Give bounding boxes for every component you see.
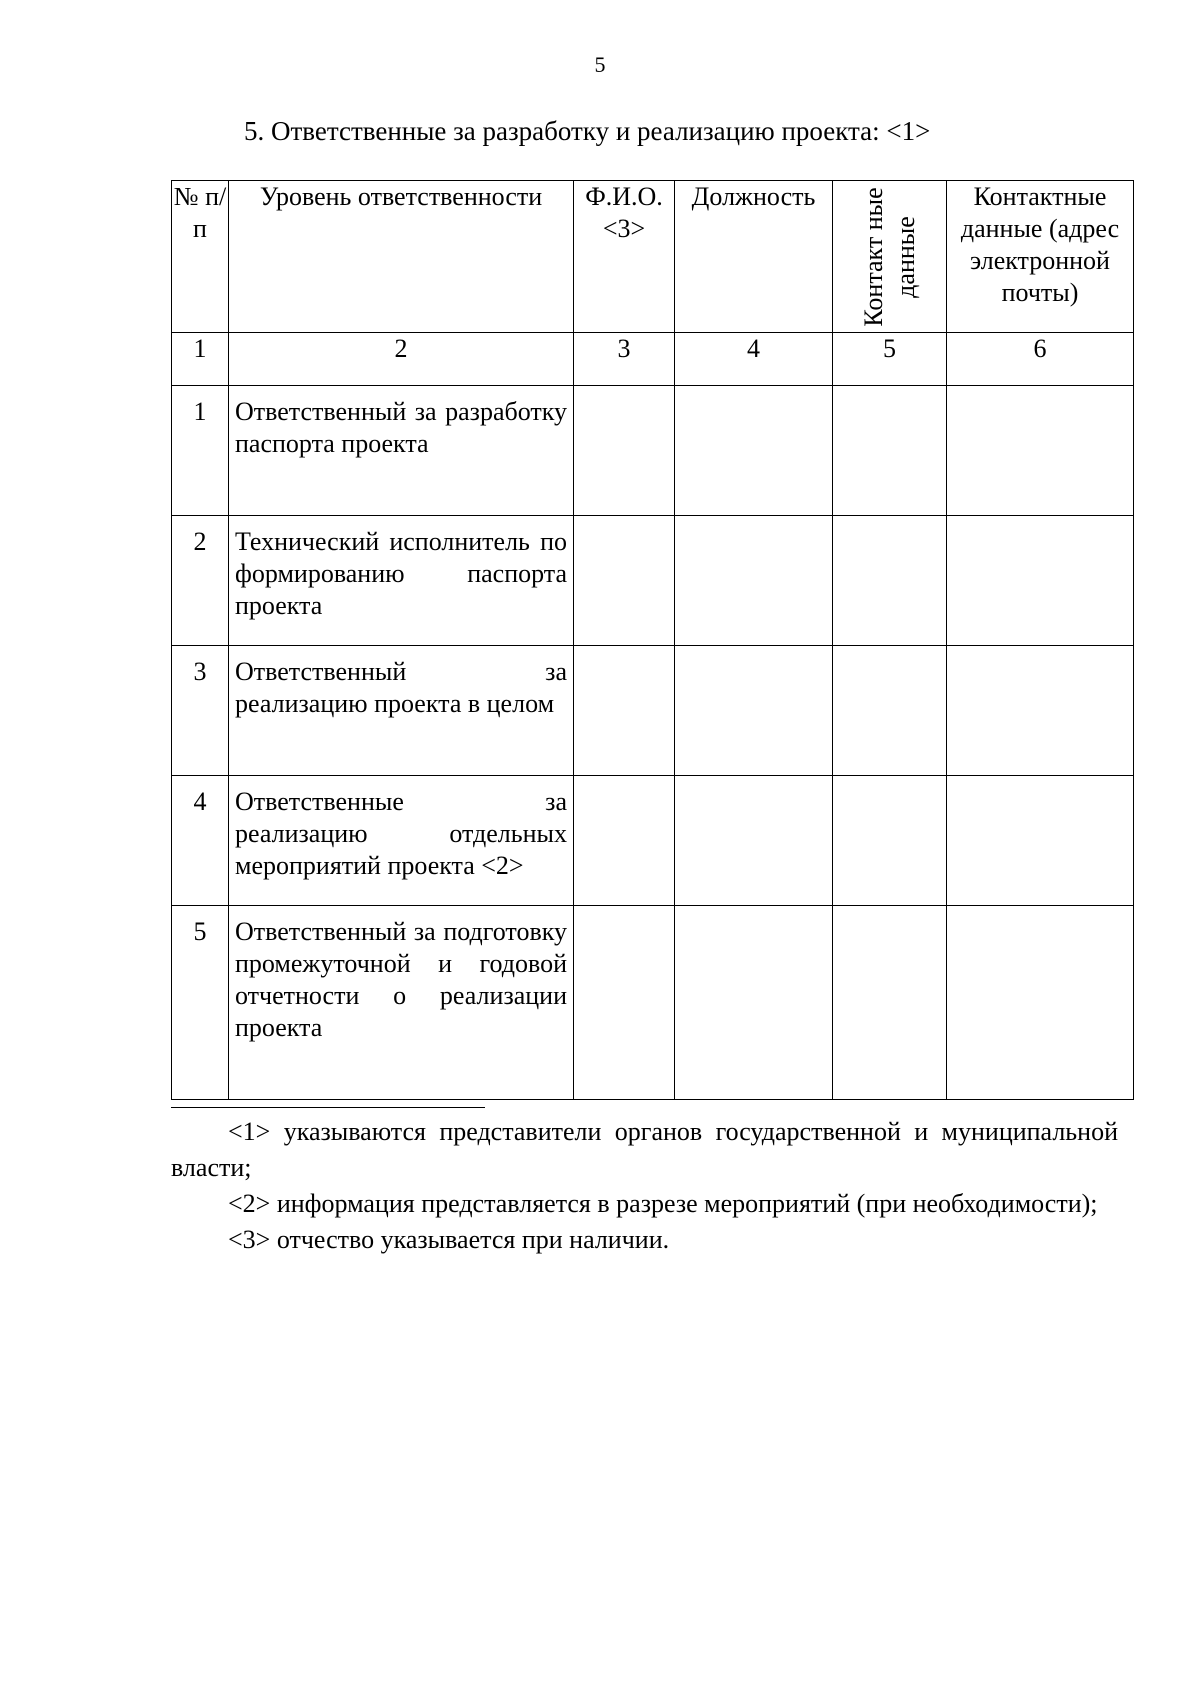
section-heading: 5. Ответственные за разработку и реализацию проекта: <1>	[244, 116, 931, 146]
row-level: Ответственный за подготовку промежуточной и годовой отчетности о реализации проекта	[229, 906, 574, 1100]
column-number: 6	[947, 333, 1134, 386]
page-number: 5	[594, 52, 606, 77]
row-number: 3	[172, 646, 229, 776]
column-number: 5	[833, 333, 947, 386]
contacts-cell[interactable]	[833, 776, 947, 906]
footnotes	[171, 1114, 1118, 1258]
row-level: Технический исполнитель по формированию паспорта проекта	[229, 516, 574, 646]
email-cell[interactable]	[947, 906, 1134, 1100]
header-level: Уровень ответственности	[229, 181, 574, 333]
contacts-cell[interactable]	[833, 386, 947, 516]
contacts-cell[interactable]	[833, 906, 947, 1100]
responsibility-table	[171, 180, 1134, 1100]
table-row	[172, 516, 1134, 646]
email-cell[interactable]	[947, 646, 1134, 776]
contacts-cell[interactable]	[833, 646, 947, 776]
position-cell[interactable]	[675, 776, 833, 906]
column-number: 1	[172, 333, 229, 386]
fio-cell[interactable]	[574, 386, 675, 516]
table-header-row	[172, 181, 1134, 333]
row-level: Ответственный за разработку паспорта проекта	[229, 386, 574, 516]
row-level: Ответственный за реализацию проекта в целом	[229, 646, 574, 776]
row-number: 1	[172, 386, 229, 516]
header-num: № п/п	[172, 181, 229, 333]
email-cell[interactable]	[947, 516, 1134, 646]
column-number: 4	[675, 333, 833, 386]
row-number: 4	[172, 776, 229, 906]
position-cell[interactable]	[675, 646, 833, 776]
header-contacts-vertical	[833, 181, 947, 333]
header-fio: Ф.И.О. <3>	[574, 181, 675, 333]
position-cell[interactable]	[675, 386, 833, 516]
fio-cell[interactable]	[574, 776, 675, 906]
footnote-separator	[171, 1107, 485, 1108]
table-row	[172, 646, 1134, 776]
table-row	[172, 776, 1134, 906]
header-contacts-vertical-text: Контакт ные данные	[858, 186, 920, 327]
header-contacts: Контактные данные (адрес электронной почты)	[947, 181, 1134, 333]
contacts-cell[interactable]	[833, 516, 947, 646]
email-cell[interactable]	[947, 776, 1134, 906]
column-number-row	[172, 333, 1134, 386]
position-cell[interactable]	[675, 906, 833, 1100]
header-position: Должность	[675, 181, 833, 333]
column-number: 3	[574, 333, 675, 386]
footnote: <1> указываются представители органов государственной и муниципальной власти;	[171, 1117, 1118, 1182]
email-cell[interactable]	[947, 386, 1134, 516]
footnote: <3> отчество указывается при наличии.	[228, 1225, 670, 1254]
position-cell[interactable]	[675, 516, 833, 646]
table-row	[172, 906, 1134, 1100]
column-number: 2	[229, 333, 574, 386]
row-level: Ответственные за реализацию отдельных мероприятий проекта <2>	[229, 776, 574, 906]
fio-cell[interactable]	[574, 516, 675, 646]
fio-cell[interactable]	[574, 646, 675, 776]
table-row	[172, 386, 1134, 516]
fio-cell[interactable]	[574, 906, 675, 1100]
row-number: 5	[172, 906, 229, 1100]
footnote: <2> информация представляется в разрезе мероприятий (при необходимости);	[228, 1189, 1098, 1218]
row-number: 2	[172, 516, 229, 646]
